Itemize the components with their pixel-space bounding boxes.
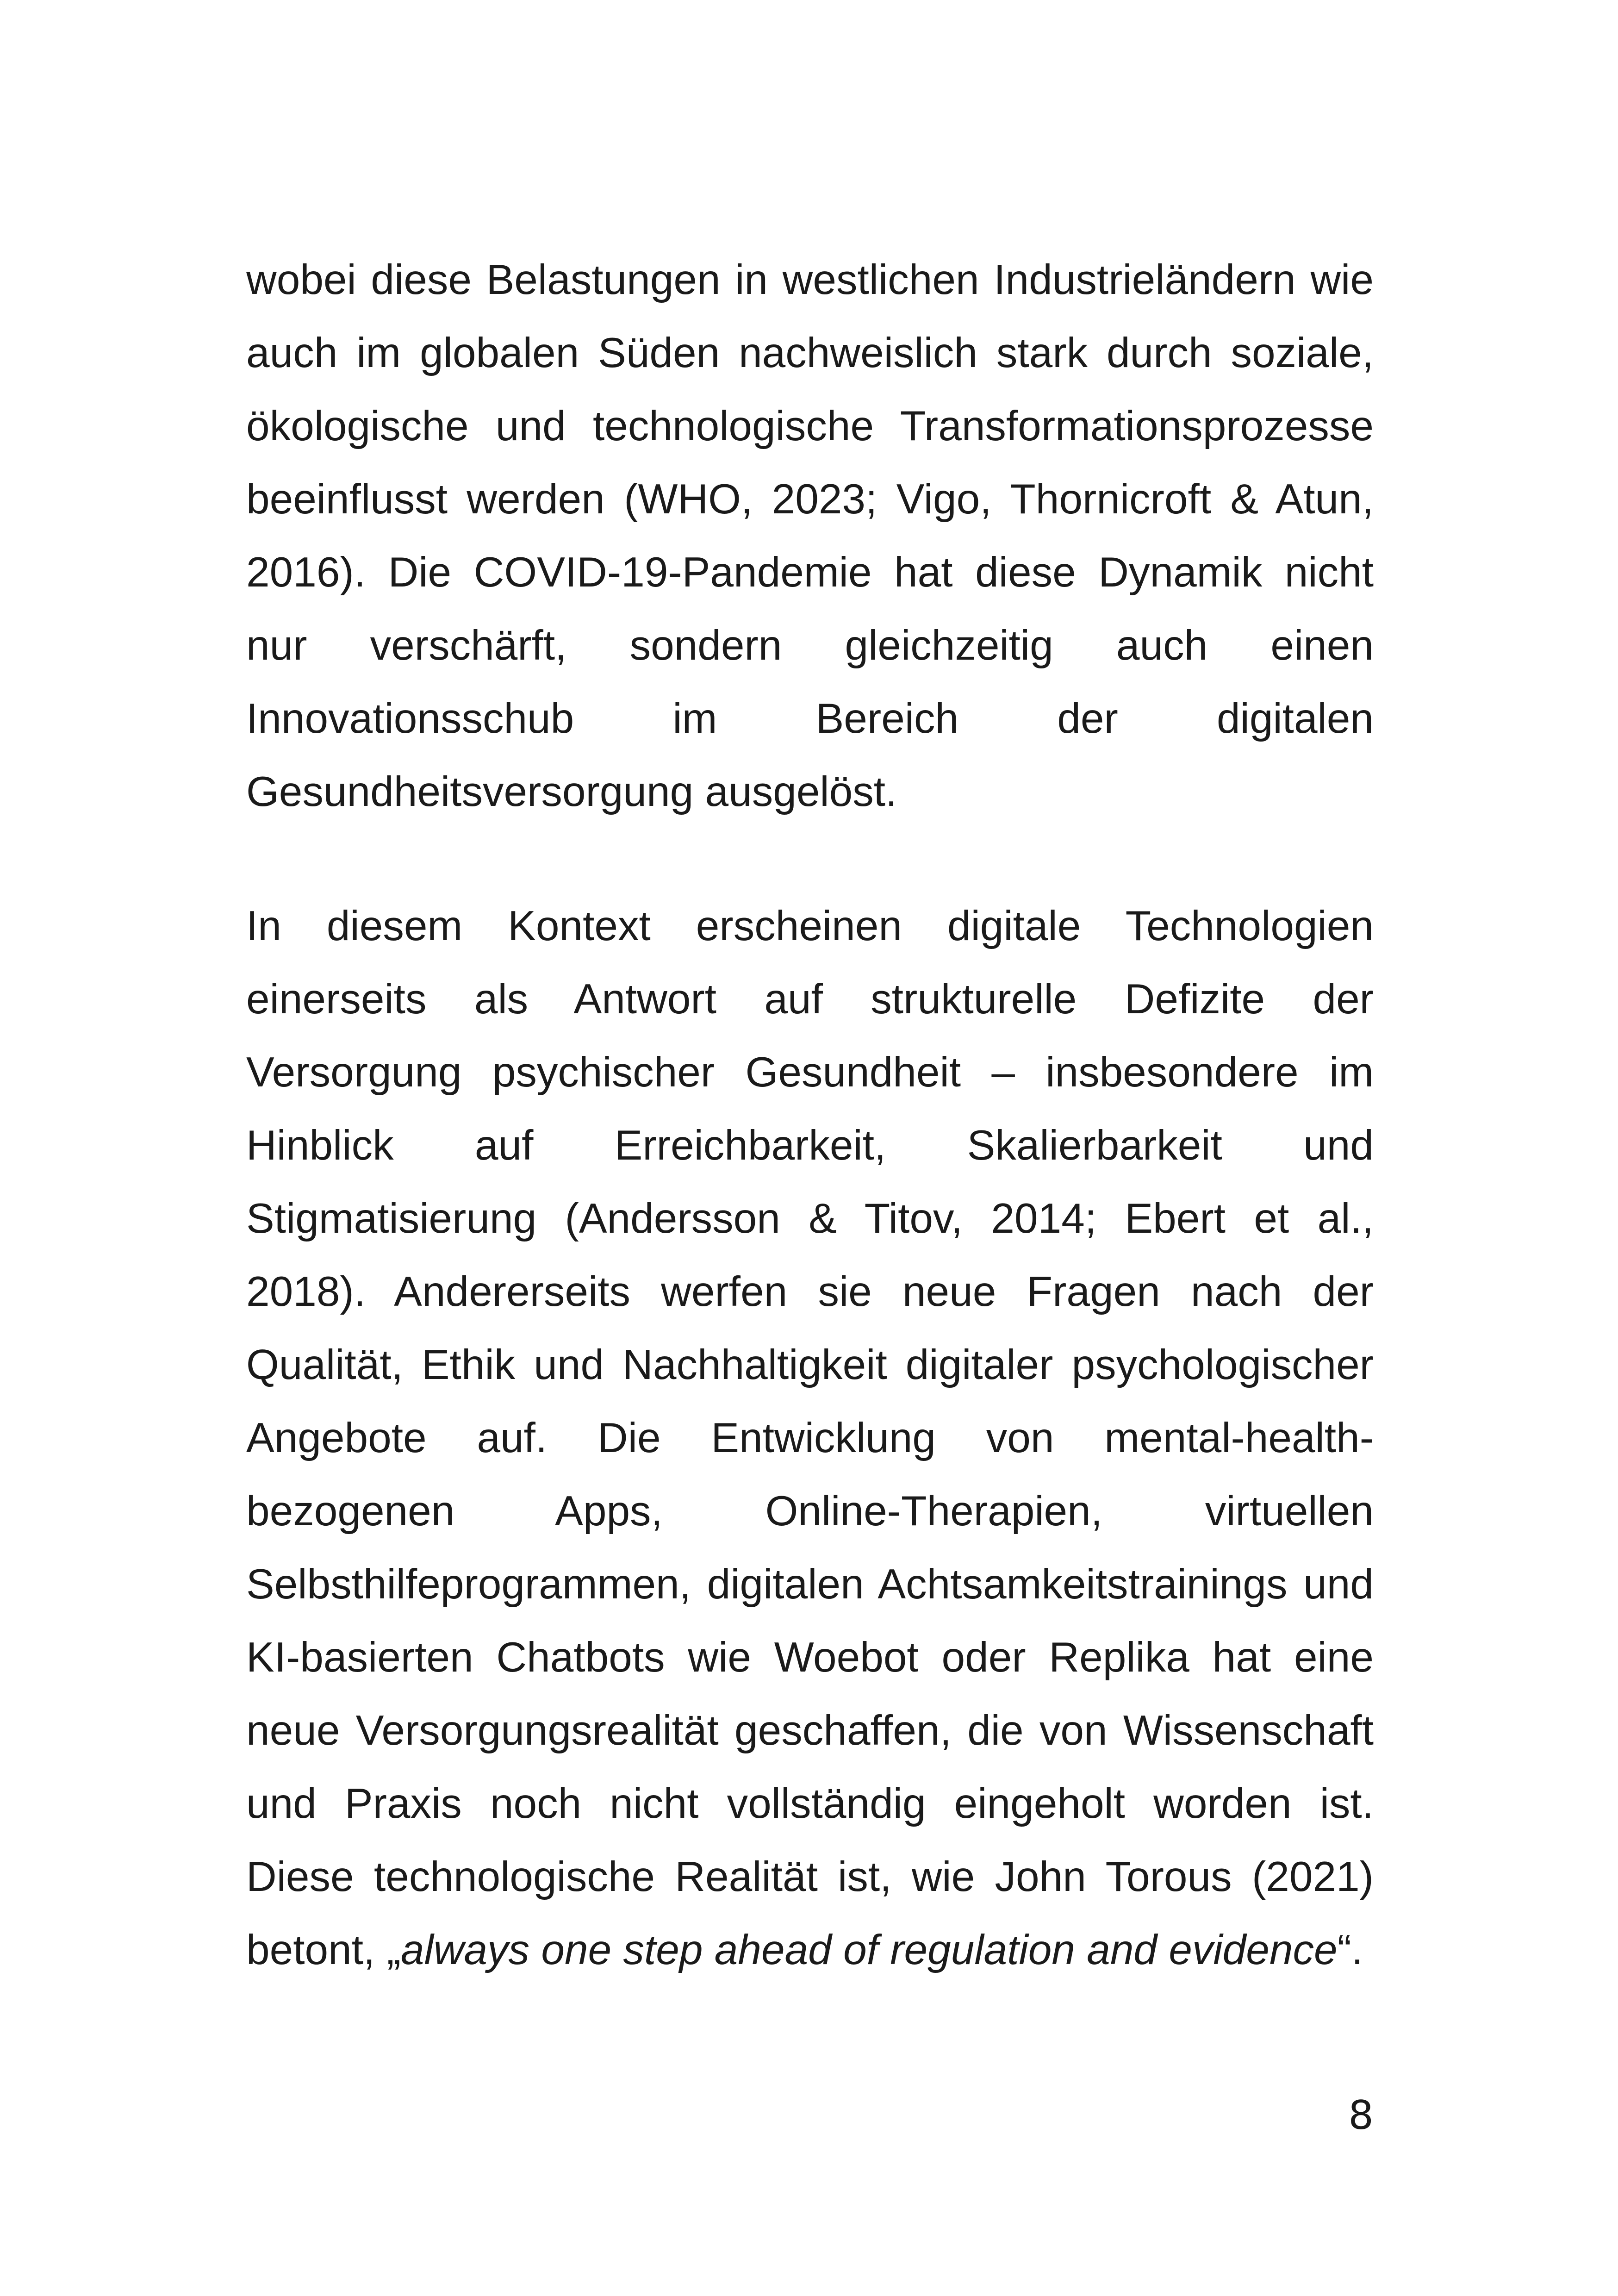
paragraph-1-text: wobei diese Belastungen in westlichen Industrieländern wie auch im globalen Süden nachweislich stark durch soziale, ökologische und technologische Transformationsprozesse beeinflusst werden (WHO, 2023; Vigo, Thornicroft & Atun, 2016). Die COVID-19-Pandemie hat diese Dynamik nicht nur verschärft, sondern gleichzeitig auch einen Innovationsschub im Bereich der digitalen Gesundheitsversorgung ausgelöst.	[246, 256, 1374, 815]
page-number: 8	[1348, 2092, 1374, 2139]
paragraph-1	[246, 243, 1374, 829]
paragraph-2	[246, 890, 1374, 1987]
quote-open-mark: „	[386, 1927, 401, 1973]
paragraph-2-text: In diesem Kontext erscheinen digitale Technologien einerseits als Antwort auf strukturelle Defizite der Versorgung psychischer Gesundheit – insbesondere im Hinblick auf Erreichbarkeit, Skalierbarkeit und Stigmatisierung (Andersson & Titov, 2014; Ebert et al., 2018). Andererseits werfen sie neue Fragen nach der Qualität, Ethik und Nachhaltigkeit digitaler psychologischer Angebote auf. Die Entwicklung von mental-health-bezogenen Apps, Online-Therapien, virtuellen Selbsthilfeprogrammen, digitalen Achtsamkeitstrainings und KI-basierten Chatbots wie Woebot oder Replika hat eine neue Versorgungsrealität geschaffen, die von Wissenschaft und Praxis noch nicht vollständig eingeholt worden ist. Diese technologische Realität ist, wie John Torous (2021) betont,	[246, 903, 1374, 1973]
torous-quote: always one step ahead of regulation and evidence	[400, 1927, 1338, 1973]
quote-close-mark: “.	[1337, 1927, 1363, 1973]
